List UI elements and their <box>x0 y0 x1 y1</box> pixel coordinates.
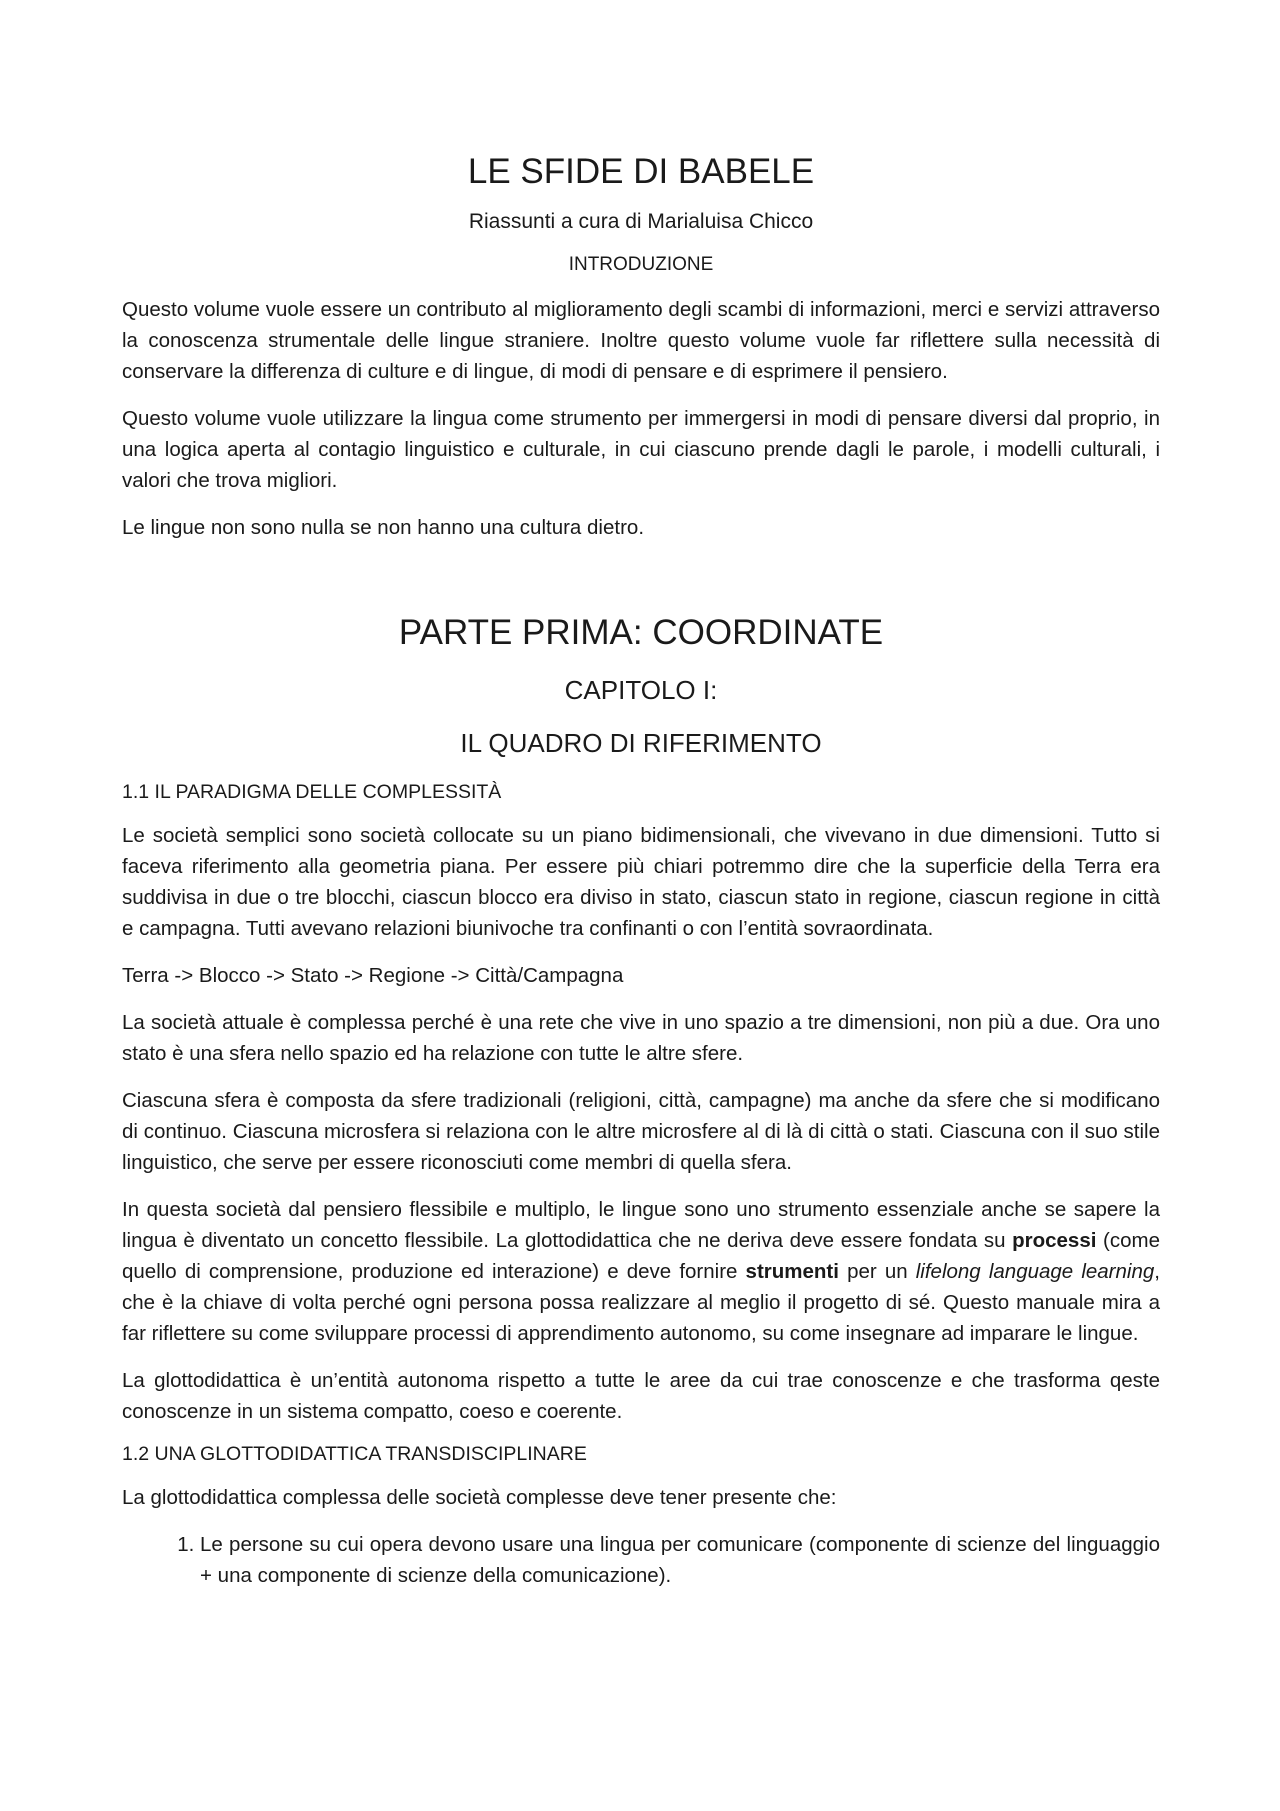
list-item: 1. Le persone su cui opera devono usare una lingua per comunicare (componente di scienze del linguaggio + una componente di scienze della comunicazione). <box>200 1529 1160 1591</box>
intro-paragraph-2: Questo volume vuole utilizzare la lingua come strumento per immergersi in modi di pensare diversi dal proprio, in una logica aperta al contagio linguistico e culturale, in cui ciascuno prende dagli le parole, i modelli culturali, i valori che trova migliori. <box>122 407 1160 492</box>
paragraph-text: (come quello di comprensione, produzione ed interazione) e deve fornire <box>122 1229 1161 1283</box>
document-body <box>122 152 1160 1591</box>
section-1-paragraph-6: La glottodidattica è un’entità autonoma rispetto a tutte le aree da cui trae conoscenze e che trasforma qeste conoscenze in un sistema compatto, coeso e coerente. <box>122 1369 1160 1423</box>
intro-heading: INTRODUZIONE <box>568 254 714 275</box>
paragraph-text: In questa società dal pensiero flessibile e multiplo, le lingue sono uno strumento essenziale anche se sapere la lingua è diventato un concetto flessibile. La glottodidattica che ne deriva deve essere fondata su <box>122 1198 1160 1252</box>
numbered-list <box>122 1529 1160 1591</box>
paragraph-text: per un <box>838 1260 916 1283</box>
section-1-paragraph-5 <box>122 1194 1160 1349</box>
section-heading-1-1: 1.1 IL PARADIGMA DELLE COMPLESSITÀ <box>122 781 502 803</box>
bold-term-strumenti: strumenti <box>745 1260 839 1283</box>
document-title: LE SFIDE DI BABELE <box>467 152 815 191</box>
document-subtitle: Riassunti a cura di Marialuisa Chicco <box>468 210 814 233</box>
section-heading-1-2: 1.2 UNA GLOTTODIDATTICA TRANSDISCIPLINARE <box>122 1443 587 1465</box>
section-1-paragraph-1: Le società semplici sono società collocate su un piano bidimensionali, che vivevano in due dimensioni. Tutto si faceva riferimento alla geometria piana. Per essere più chiari potremmo dire che la superficie della Terra era suddivisa in due o tre blocchi, ciascun blocco era diviso in stato, ciascun stato in regione, ciascun regione in città e campagna. Tutti avevano relazioni biunivoche tra confinanti o con l’entità sovraordinata. <box>122 824 1160 940</box>
intro-paragraph-3: Le lingue non sono nulla se non hanno una cultura dietro. <box>122 516 645 539</box>
bold-term-processi: processi <box>1012 1229 1097 1252</box>
chapter-label: CAPITOLO I: <box>564 675 718 705</box>
italic-term: lifelong language learning <box>915 1260 1155 1283</box>
section-2-paragraph-1: La glottodidattica complessa delle società complesse deve tener presente che: <box>122 1486 837 1509</box>
intro-paragraph-1: Questo volume vuole essere un contributo al miglioramento degli scambi di informazioni, merci e servizi attraverso la conoscenza strumentale delle lingue straniere. Inoltre questo volume vuole far riflettere sulla necessità di conservare la differenza di culture e di lingue, di modi di pensare e di esprimere il pensiero. <box>122 298 1160 383</box>
chapter-title: IL QUADRO DI RIFERIMENTO <box>460 728 822 758</box>
hierarchy-chain: Terra -> Blocco -> Stato -> Regione -> Città/Campagna <box>122 964 624 987</box>
section-1-paragraph-3: La società attuale è complessa perché è una rete che vive in uno spazio a tre dimensioni, non più a due. Ora uno stato è una sfera nello spazio ed ha relazione con tutte le altre sfere. <box>122 1011 1160 1065</box>
part-title: PARTE PRIMA: COORDINATE <box>398 613 884 652</box>
paragraph-text: , che è la chiave di volta perché ogni persona possa realizzare al meglio il progetto di sé. Questo manuale mira a far riflettere su come sviluppare processi di apprendimento autonomo, su come insegnare ad imparare le lingue. <box>122 1260 1160 1345</box>
section-1-paragraph-4: Ciascuna sfera è composta da sfere tradizionali (religioni, città, campagne) ma anche da sfere che si modificano di continuo. Ciascuna microsfera si relaziona con le altre microsfere al di là di città o stati. Ciascuna con il suo stile linguistico, che serve per essere riconosciuti come membri di quella sfera. <box>122 1089 1160 1174</box>
